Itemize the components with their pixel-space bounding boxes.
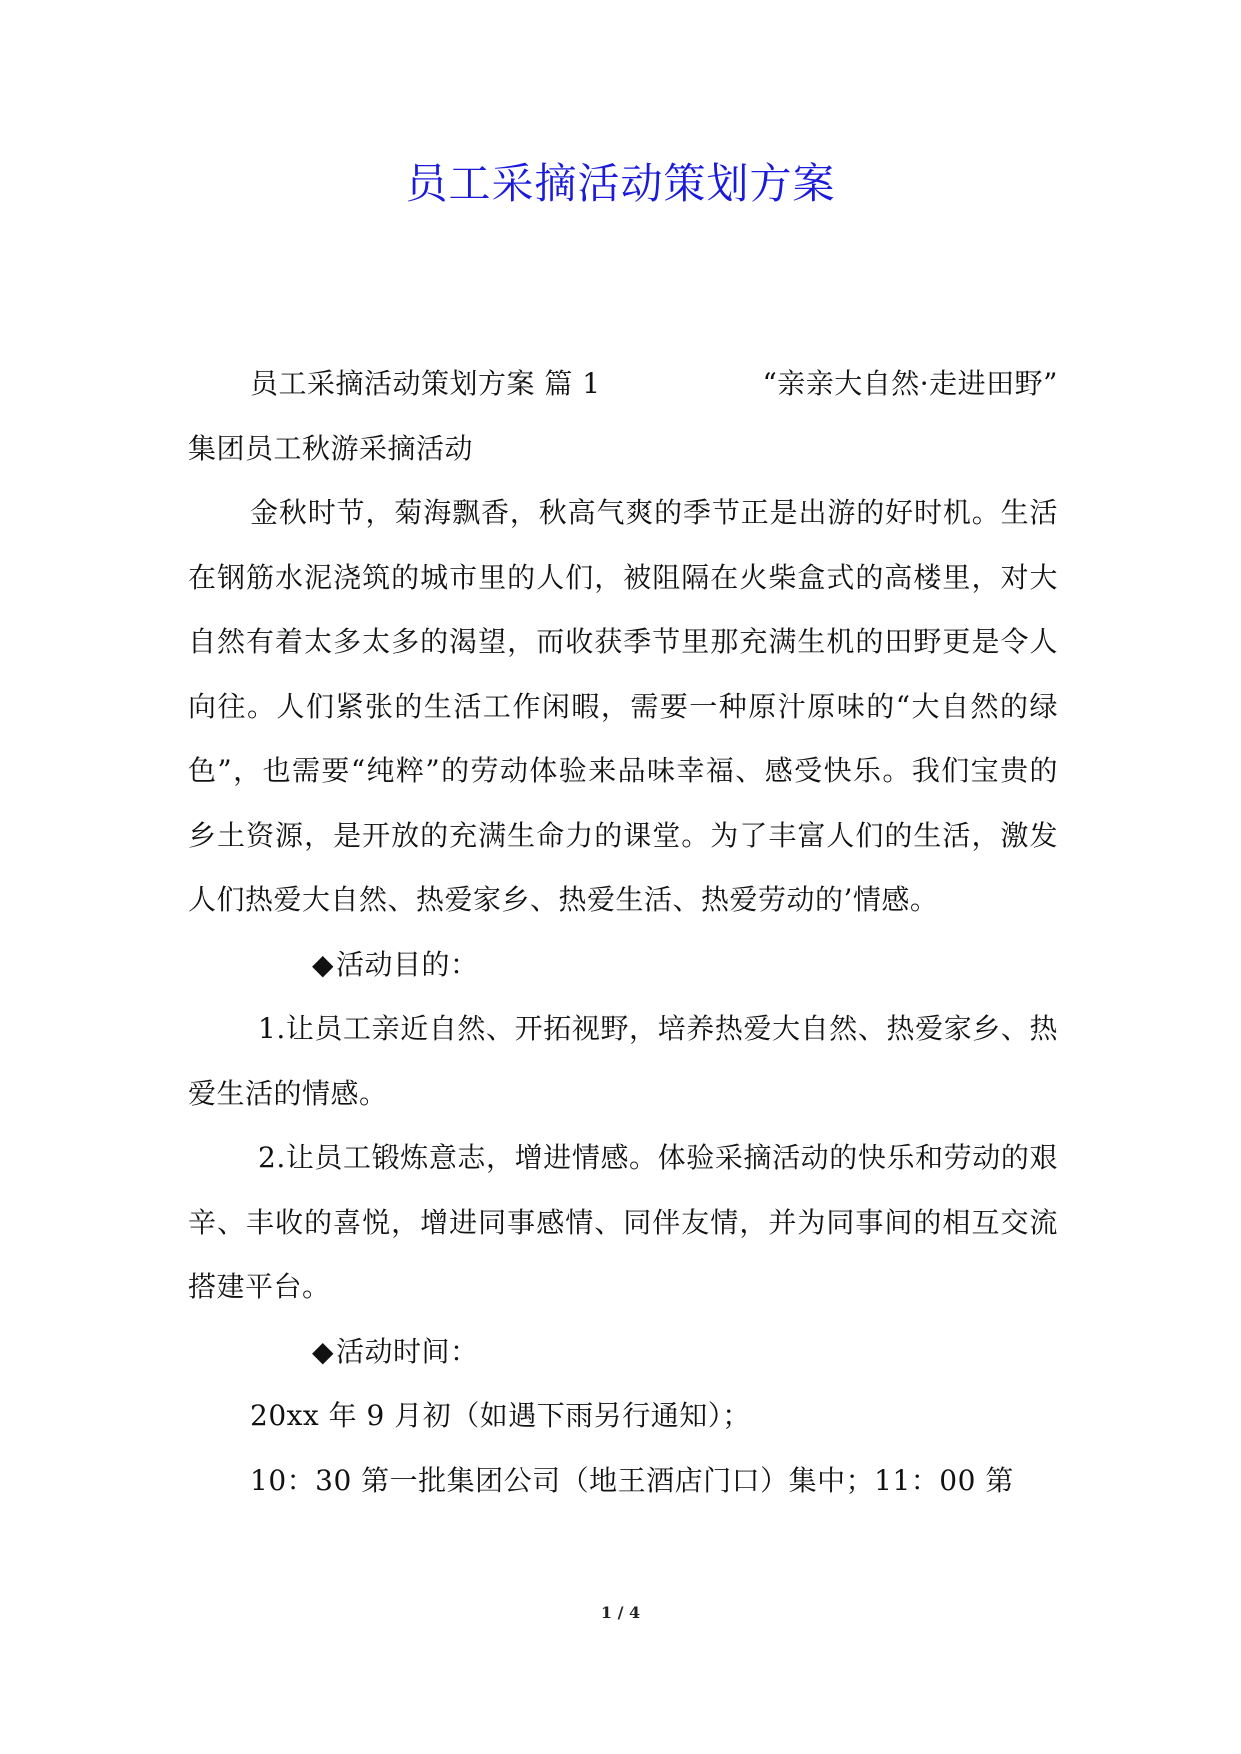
section-heading-quote: “亲亲大自然·走进田野” xyxy=(762,367,1058,400)
section-time-heading xyxy=(188,1320,1058,1385)
purpose-item-1: 1.让员工亲近自然、开拓视野，培养热爱大自然、热爱家乡、热爱生活的情感。 xyxy=(188,1012,1058,1110)
document-body xyxy=(188,352,1058,1513)
purpose-item-2: 2.让员工锻炼意志，增进情感。体验采摘活动的快乐和劳动的艰辛、丰收的喜悦，增进同事感情、同伴友情，并为同事间的相互交流搭建平台。 xyxy=(188,1141,1058,1303)
diamond-bullet-icon: ◆ xyxy=(312,947,335,981)
time-line-1: 20xx 年 9 月初（如遇下雨另行通知）； xyxy=(250,1399,751,1432)
diamond-bullet-icon: ◆ xyxy=(312,1334,335,1368)
section-heading-label: 员工采摘活动策划方案 篇 1 xyxy=(250,367,601,400)
section-time-title: 活动时间： xyxy=(336,1334,479,1368)
document-title: 员工采摘活动策划方案 xyxy=(405,159,836,208)
section-purpose-title: 活动目的： xyxy=(336,947,479,981)
page-number: 1 / 4 xyxy=(600,1603,641,1622)
intro-paragraph: 金秋时节，菊海飘香，秋高气爽的季节正是出游的好时机。生活在钢筋水泥浇筑的城市里的人们，被阻隔在火柴盒式的高楼里，对大自然有着太多太多的渴望，而收获季节里那充满生机的田野更是令人向往。人们紧张的生活工作闲暇，需要一种原汁原味的“大自然的绿色”，也需要“纯粹”的劳动体验来品味幸福、感受快乐。我们宝贵的乡土资源，是开放的充满生命力的课堂。为了丰富人们的生活，激发人们热爱大自然、热爱家乡、热爱生活、热爱劳动的’情感。 xyxy=(188,496,1058,916)
section-heading-line xyxy=(188,352,1058,417)
time-line-2: 10：30 第一批集团公司（地王酒店门口）集中；11：00 第 xyxy=(250,1463,1014,1497)
section-purpose-heading xyxy=(188,933,1058,998)
section-heading-continuation: 集团员工秋游采摘活动 xyxy=(188,431,474,465)
